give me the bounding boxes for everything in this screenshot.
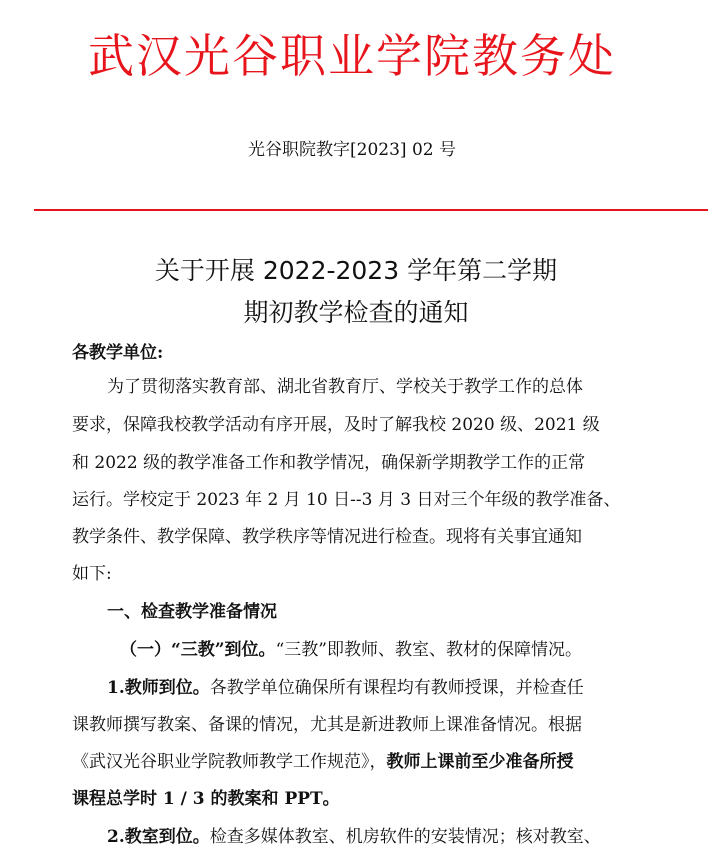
item-1-line-2: 课教师撰写教案、备课的情况，尤其是新进教师上课准备情况。根据 <box>72 715 582 735</box>
subsection-1-text: “三教”即教师、教室、教材的保障情况。 <box>275 640 582 660</box>
intro-line-4: 运行。学校定于 2023 年 2 月 10 日--3 月 3 日对三个年级的教学准备、 <box>72 490 621 510</box>
red-divider <box>34 209 708 211</box>
item-2-line-1 <box>107 824 601 850</box>
salutation: 各教学单位: <box>72 343 164 363</box>
subsection-1-title: （一）“三教”到位。 <box>120 640 276 660</box>
item-1-title: 1.教师到位。 <box>107 678 210 698</box>
item-1-line-4: 课程总学时 1 / 3 的教案和 PPT。 <box>72 789 340 809</box>
notice-title-line-1: 关于开展 2022-2023 学年第二学期 <box>154 256 558 285</box>
intro-line-5: 教学条件、教学保障、教学秩序等情况进行检查。现将有关事宜通知 <box>72 527 582 547</box>
intro-line-6: 如下: <box>72 564 112 584</box>
intro-line-2: 要求，保障我校教学活动有序开展，及时了解我校 2020 级、2021 级 <box>72 415 600 435</box>
intro-line-3: 和 2022 级的教学准备工作和教学情况，确保新学期教学工作的正常 <box>72 453 586 473</box>
doc-number: 光谷职院教字[2023] 02 号 <box>248 140 456 160</box>
item-1-line-3-bold: 教师上课前至少准备所授 <box>386 752 574 772</box>
org-title: 武汉光谷职业学院教务处 <box>88 29 616 83</box>
notice-title-line-2: 期初教学检查的通知 <box>243 298 469 327</box>
item-1-line-1 <box>107 675 584 701</box>
item-1-line-3 <box>72 749 574 775</box>
item-1-line-3-text: 《武汉光谷职业学院教师教学工作规范》， <box>72 752 387 772</box>
intro-line-1: 为了贯彻落实教育部、湖北省教育厅、学校关于教学工作的总体 <box>107 377 583 397</box>
item-2-title: 2.教室到位。 <box>107 827 210 847</box>
item-1-text: 各教学单位确保所有课程均有教师授课，并检查任 <box>209 678 584 698</box>
item-2-text: 检查多媒体教室、机房软件的安装情况；核对教室、 <box>209 827 601 847</box>
subsection-1 <box>120 637 582 663</box>
section-1-heading: 一、检查教学准备情况 <box>107 602 277 622</box>
